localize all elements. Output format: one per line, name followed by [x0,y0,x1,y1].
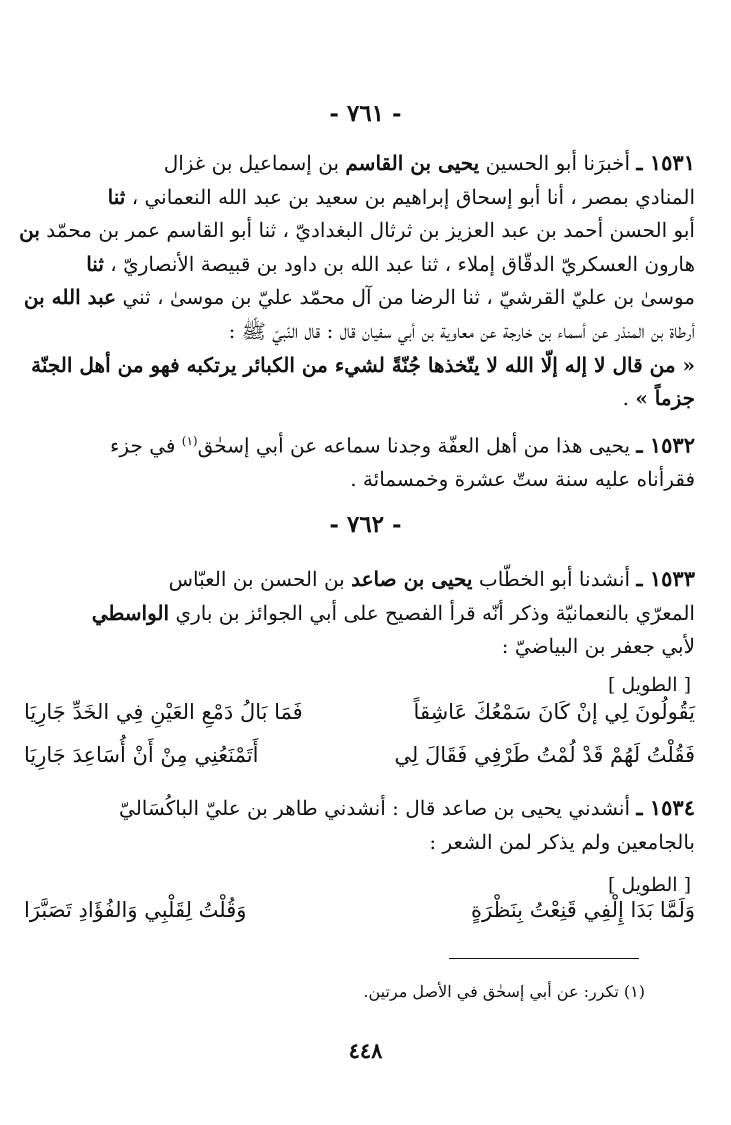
meter-label: [ الطويل ] [607,674,691,696]
hadith-1533 [24,562,695,664]
hadith-1531-line-4: هارون العسكريّ الدقّاق إملاء ، ثنا عبد الله بن داود بن قبيصة الأنصاريّ ، ثنا [86,251,695,276]
verse-hemistich-first: يَقُولُونَ لِي إنْ كَانَ سَمْعُكَ عَاشِقاً [413,700,695,724]
footnote: (١) تكرر: عن أبي إسحٰق في الأصل مرتين. [363,982,645,1001]
hadith-1531-line-8: جزماً » . [622,386,695,411]
hadith-number: ١٥٣٤ ـ [636,795,695,820]
hadith-1532-line-2: فقرأناه عليه سنة ستّ عشرة وخمسمائة . [350,467,695,492]
hadith-1534 [24,791,695,859]
narrator-name: يحيى بن القاسم [345,151,480,175]
hadith-number: ١٥٣٢ ـ [636,432,695,458]
poem-verse-2 [24,743,695,783]
hadith-1532 [24,425,695,497]
footnote-ref: (١) [181,434,198,448]
hadith-1532-line-1: ١٥٣٢ ـ يحيى هذا من أهل العفّة وجدنا سماعه عن أبي إسحٰق$^{(١)}$ في جزء [110,432,695,458]
section-number-762: - ٧٦٢ - [329,511,402,538]
verse-hemistich-first: وَلَمَّا بَدَا إِلْفِي قَنِعْتُ بِنَظْرَةٍ [471,898,695,922]
hadith-1531-line-2: المنادي بمصر ، أنا أبو إسحاق إبراهيم بن سعيد بن عبد الله النعماني ، ثنا [107,184,695,209]
hadith-1531-matn: « من قال لا إله إلّا الله لا يتّخذها جُنّةً لشيء من الكبائر يرتكبه فهو من أهل الجنّة [31,352,695,377]
hadith-1531-line-1: ١٥٣١ ـ أخبرَنا أبو الحسين يحيى بن القاسم بن إسماعيل بن غزال [163,150,695,175]
page-number: ٤٤٨ [348,1038,383,1063]
hadith-1533-line-3: لأبي جعفر بن البياضيّ : [501,634,695,659]
verse-hemistich-second: أَتَمْنَعُنِي مِنْ أَنْ أُسَاعِدَ جَارِيَا [24,743,259,767]
meter-label: [ الطويل ] [607,874,691,896]
narrator-name: يحيى بن صاعد [351,567,473,591]
poem-verse-1 [24,700,695,740]
hadith-1534-line-1: ١٥٣٤ ـ أنشدني يحيى بن صاعد قال : أنشدني طاهر بن عليّ الباكُسَاليّ [119,795,695,820]
hadith-1531-line-6: أرطاة بن المنذر عن أسماء بن خارجة عن معاوية بن أبي سفيان قال : قال النّبيّ ﷺ : [228,318,695,343]
hadith-1533-line-2: المعرّي بالنعمانيّة وذكر أنّه قرأ الفصيح على أبي الجوائز بن باري الواسطي [91,600,695,625]
section-number-761: - ٧٦١ - [329,100,402,127]
hadith-number: ١٥٣٣ ـ [636,566,695,591]
hadith-number: ١٥٣١ ـ [636,150,695,175]
poem-verse-3 [24,898,695,938]
hadith-1533-line-1: ١٥٣٣ ـ أنشدنا أبو الخطّاب يحيى بن صاعد بن الحسن بن العبّاس [168,566,695,591]
hadith-1531-line-3: أبو الحسن أحمد بن عبد العزيز بن ثرثال البغداديّ ، ثنا أبو القاسم عمر بن محمّد بن [19,218,695,243]
hadith-1534-line-2: بالجامعين ولم يذكر لمن الشعر : [429,829,695,854]
footnote-separator [449,958,639,959]
verse-hemistich-second: وَقُلْتُ لِقَلْبِي وَالفُؤَادِ تَصَبَّرَا [24,898,247,922]
verse-hemistich-first: فَقُلْتُ لَهُمْ قَدْ لُمْتُ طَرْفِي فَقَالَ لِي [394,743,695,767]
hadith-1531-line-5: موسىٰ بن عليّ القرشيّ ، ثنا الرضا من آل محمّد عليّ بن موسىٰ ، ثني عبد الله بن [23,285,695,310]
verse-hemistich-second: فَمَا بَالُ دَمْعِ العَيْنِ فِي الخَدِّ جَارِيَا [24,700,303,724]
hadith-1531 [19,146,695,416]
